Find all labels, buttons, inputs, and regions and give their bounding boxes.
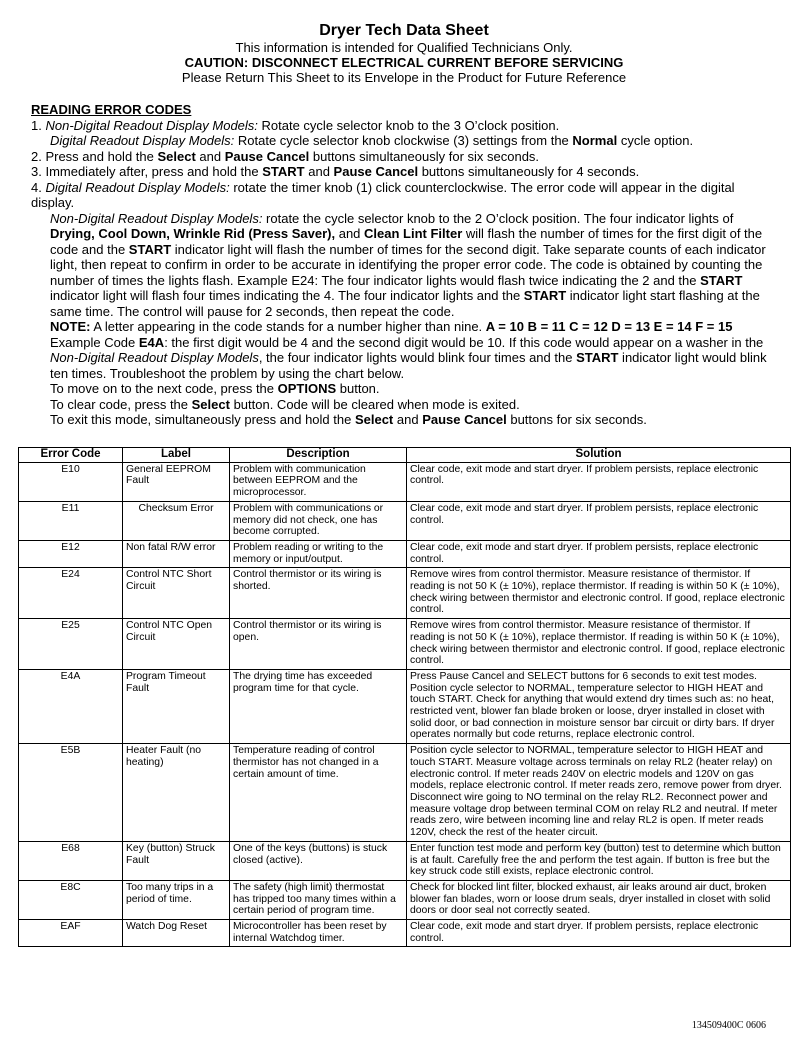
sheet-header [0,22,808,85]
next-code-instruction: To move on to the next code, press the OPTIONS button. [50,381,380,396]
example-code-note: Example Code E4A: the first digit would be 4 and the second digit would be 10. If this code would appear on a washer in the Non-Digital Readout Display Models, the four indicator lights would blink four times and the START indicator light would blink ten times. Troubleshoot the problem by using the chart below. [50,334,767,381]
solution-cell: Clear code, exit mode and start dryer. If problem persists, replace electronic control. [407,462,791,501]
solution-cell: Clear code, exit mode and start dryer. If problem persists, replace electronic control. [407,540,791,567]
description-cell: Problem with communications or memory did not check, one has become corrupted. [230,501,407,540]
label-cell: General EEPROM Fault [123,462,230,501]
error-code-cell: E24 [19,568,123,619]
reading-error-codes-section [31,102,776,428]
label-cell: Program Timeout Fault [123,669,230,743]
letter-code-note: NOTE: A letter appearing in the code stands for a number higher than nine. A = 10 B = 11 C = 12 D = 13 E = 14 F = 15 [50,319,733,334]
section-title: READING ERROR CODES [31,102,192,117]
error-code-cell: E12 [19,540,123,567]
table-row [19,744,791,842]
solution-cell: Position cycle selector to NORMAL, temperature selector to HIGH HEAT and touch START. Measure voltage across terminals on relay RL2 (heater relay) on electronic control. If meter reads 240V on electric models and 120V on gas models, replace electronic control. If meter reads zero, remove power from dryer. Disconnect wire going to NO terminal on the relay RL2. Reconnect power and measure voltage drop between terminal COM on relay RL2 and neutral. If meter reads zero, wire between incoming line and relay RL2 is open. If meter reads 120V, check the rest of the heater circuit. [407,744,791,842]
error-code-cell: E10 [19,462,123,501]
caution-notice: CAUTION: DISCONNECT ELECTRICAL CURRENT BEFORE SERVICING [184,55,624,70]
solution-cell: Check for blocked lint filter, blocked exhaust, air leaks around air duct, broken blower fan blades, worn or loose drum seals, dryer installed in closet with solid doors or door seal not correctly seated. [407,880,791,919]
exit-mode-instruction: To exit this mode, simultaneously press and hold the Select and Pause Cancel buttons for six seconds. [50,412,647,427]
description-cell: The drying time has exceeded program time for that cycle. [230,669,407,743]
error-code-cell: E4A [19,669,123,743]
error-code-cell: E68 [19,841,123,880]
clear-code-instruction: To clear code, press the Select button. Code will be cleared when mode is exited. [50,396,520,412]
label-cell: Non fatal R/W error [123,540,230,567]
label-cell: Checksum Error [123,501,230,540]
description-cell: Temperature reading of control thermistor has not changed in a certain amount of time. [230,744,407,842]
table-row [19,669,791,743]
error-code-cell: E25 [19,619,123,670]
label-cell: Watch Dog Reset [123,920,230,947]
error-code-cell: E5B [19,744,123,842]
description-cell: Problem reading or writing to the memory or input/output. [230,540,407,567]
non-digital-instructions: Non-Digital Readout Display Models: rotate the cycle selector knob to the 2 O’clock position. The four indicator lights of Drying, Cool Down, Wrinkle Rid (Press Saver), and Clean Lint Filter will flash the number of times for the first digit of the code and the START indicator light will flash the number of times for the second digit. Take separate counts of each indicator light, then repeat to confirm in order to be accurate in identifying the proper error code. The code is obtained by counting the number of times the lights flash. Example E24: The four indicator lights would flash twice indicating the 2 and the START indicator light will flash four times indicating the 4. The four indicator lights and the START indicator light start flashing at the same time. The control will pause for 2 seconds, then repeat the code. [50,210,766,319]
error-code-cell: E8C [19,880,123,919]
header-solution: Solution [407,448,791,463]
description-cell: Control thermistor or its wiring is shorted. [230,568,407,619]
error-code-cell: EAF [19,920,123,947]
page-title: Dryer Tech Data Sheet [319,22,489,39]
step-1-digital: Digital Readout Display Models: Rotate cycle selector knob clockwise (3) settings from the Normal cycle option. [50,133,694,148]
table-row [19,619,791,670]
solution-cell: Clear code, exit mode and start dryer. If problem persists, replace electronic control. [407,501,791,540]
header-description: Description [230,448,407,463]
table-row [19,841,791,880]
table-row [19,540,791,567]
label-cell: Control NTC Short Circuit [123,568,230,619]
label-cell: Too many trips in a period of time. [123,880,230,919]
solution-cell: Remove wires from control thermistor. Measure resistance of thermistor. If reading is not 50 K (± 10%), replace thermistor. If reading is within 50 K (± 10%), check wiring between thermistor and electronic control. If good, replace electronic control. [407,619,791,670]
solution-cell: Clear code, exit mode and start dryer. If problem persists, replace electronic control. [407,920,791,947]
table-row [19,501,791,540]
solution-cell: Press Pause Cancel and SELECT buttons for 6 seconds to exit test modes. Position cycle selector to NORMAL, temperature selector to HIGH HEAT and touch START. Check for anything that would extend dry times such as: no heat, restricted vent, blower fan blade broken or loose, dryer installed in closet with solid door, or bad connection in moisture sensor bar circuit or dirty bars. If dryer operates normally but code returns, replace electronic control. [407,669,791,743]
step-3: 3. Immediately after, press and hold the START and Pause Cancel buttons simultaneously for 4 seconds. [31,164,640,179]
error-code-cell: E11 [19,501,123,540]
error-code-table [18,447,791,947]
label-cell: Heater Fault (no heating) [123,744,230,842]
description-cell: One of the keys (buttons) is stuck closed (active). [230,841,407,880]
solution-cell: Enter function test mode and perform key (button) test to determine which button is at fault. Carefully free the and perform the test again. If button is free but the key struck code still exists, replace electronic control. [407,841,791,880]
table-row [19,568,791,619]
header-error-code: Error Code [19,448,123,463]
header-label: Label [123,448,230,463]
step-1: 1. Non-Digital Readout Display Models: Rotate cycle selector knob to the 3 O’clock position. [31,117,560,133]
step-4: 4. Digital Readout Display Models: rotate the timer knob (1) click counterclockwise. The error code will appear in the digital display. [31,179,735,210]
label-cell: Control NTC Open Circuit [123,619,230,670]
description-cell: Problem with communication between EEPROM and the microprocessor. [230,462,407,501]
table-row [19,462,791,501]
return-sheet-note: Please Return This Sheet to its Envelope in the Product for Future Reference [181,70,627,85]
description-cell: Control thermistor or its wiring is open. [230,619,407,670]
label-cell: Key (button) Struck Fault [123,841,230,880]
description-cell: Microcontroller has been reset by internal Watchdog timer. [230,920,407,947]
description-cell: The safety (high limit) thermostat has tripped too many times within a certain period of program time. [230,880,407,919]
table-row [19,880,791,919]
solution-cell: Remove wires from control thermistor. Measure resistance of thermistor. If reading is not 50 K (± 10%), replace thermistor. If reading is within 50 K (± 10%), check wiring between thermistor and electronic control. If good, replace electronic control. [407,568,791,619]
step-2: 2. Press and hold the Select and Pause Cancel buttons simultaneously for six seconds. [31,148,540,164]
part-number: 134509400C 0606 [691,1020,766,1031]
qualified-technicians-note: This information is intended for Qualified Technicians Only. [235,40,573,55]
table-row [19,920,791,947]
table-header-row [19,448,791,463]
